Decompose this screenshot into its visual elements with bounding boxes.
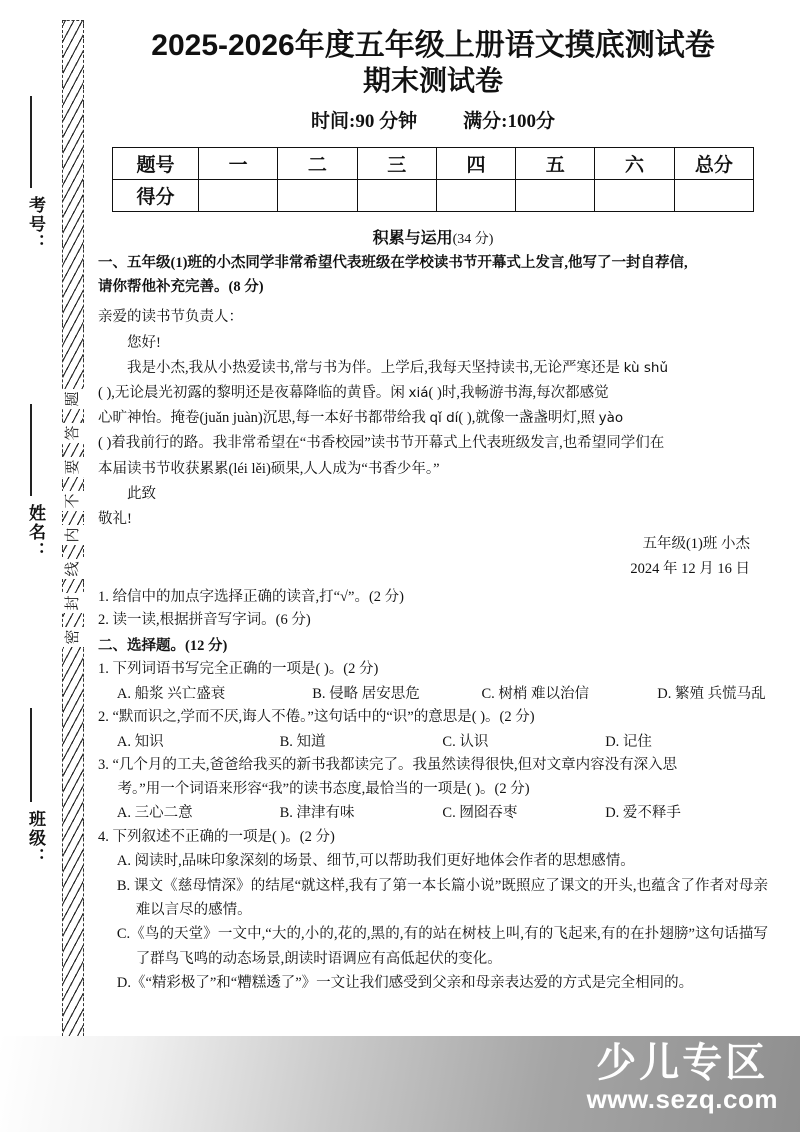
seal-notice-char-0: 密: [60, 627, 86, 647]
mc-question-2-stem: 2. “默而识之,学而不厌,诲人不倦。”这句话中的“识”的意思是( )。(2 分): [98, 709, 535, 726]
pinyin-xia: xiá: [408, 385, 429, 402]
mc-q1-option-b[interactable]: B. 侵略 居安思危: [312, 685, 420, 702]
section-heading-multiple-choice: 二、选择题。(12 分): [98, 637, 228, 654]
letter-body-text-3a: 心旷神怡。掩卷(juǎn juàn)沉思,每一本好书都带给我: [98, 410, 430, 427]
letter-body-text-2b: ( )时,我畅游书海,每次都感觉: [428, 385, 609, 402]
letter-body-line-4: ( )着我前行的路。我非常希望在“书香校园”读书节开幕式上代表班级发言,也希望同学们在: [98, 435, 665, 452]
mc-question-3-options: [98, 801, 768, 826]
field-label-class: 班级：: [26, 810, 45, 867]
score-cell-5[interactable]: [516, 180, 595, 212]
mc-question-1-options: [98, 682, 768, 707]
mc-question-4-stem: 4. 下列叙述不正确的一项是( )。(2 分): [98, 828, 335, 845]
section-heading-text: 积累与运用: [372, 230, 453, 248]
letter-body-line-2: [98, 381, 768, 406]
pinyin-qidi: qǐ dí: [429, 410, 459, 427]
score-table: [112, 147, 754, 212]
seal-notice-char-3: 内: [60, 525, 86, 545]
score-table-col-5: 五: [516, 148, 595, 180]
seal-notice-char-4: 不: [60, 491, 86, 511]
mc-q3-option-c[interactable]: C. 囫囵吞枣: [442, 805, 518, 822]
seal-notice-char-1: 封: [60, 593, 86, 613]
score-cell-3[interactable]: [357, 180, 436, 212]
watermark-content: [587, 1042, 778, 1115]
mc-q2-option-d[interactable]: D. 记住: [605, 733, 652, 750]
watermark-band: [0, 1036, 800, 1132]
time-limit-label: 时间:90 分钟: [311, 111, 418, 133]
table-row-scores: [113, 180, 754, 212]
score-cell-1[interactable]: [199, 180, 278, 212]
score-table-col-2: 二: [278, 148, 357, 180]
score-table-col-6: 六: [595, 148, 674, 180]
exam-paper: [98, 0, 768, 1132]
title-block: [98, 0, 768, 133]
mc-q1-option-d[interactable]: D. 繁殖 兵慌马乱: [657, 685, 766, 702]
letter-body-line-1: [98, 356, 768, 381]
field-rule-exam-number: [30, 96, 32, 188]
mc-q4-option-b[interactable]: B. 课文《慈母情深》的结尾“就这样,我有了第一本长篇小说”既照应了课文的开头,也蕴含了作者对母亲难以言尽的感情。: [116, 877, 768, 919]
letter-body-text-1a: 我是小杰,我从小热爱读书,常与书为伴。上学后,我每天坚持读书,无论严寒还是: [127, 359, 624, 376]
mc-q3-option-a[interactable]: A. 三心二意: [116, 805, 193, 822]
score-table-rowhead-score: 得分: [113, 180, 199, 212]
seal-notice-char-6: 答: [60, 423, 86, 443]
watermark-url: www.sezq.com: [586, 1084, 778, 1114]
score-table-col-4: 四: [436, 148, 515, 180]
mc-q4-option-c[interactable]: C.《鸟的天堂》一文中,“大的,小的,花的,黑的,有的站在树枝上叫,有的飞起来,有的在扑翅膀”这句话描写了群鸟飞鸣的动态场景,朗读时语调应有高低起伏的变化。: [116, 926, 768, 967]
seal-notice-char-7: 题: [60, 389, 86, 409]
section-heading-points: (34 分): [452, 232, 494, 248]
mc-q4-option-a[interactable]: A. 阅读时,品味印象深刻的场景、细节,可以帮助我们更好地体会作者的思想感情。: [116, 853, 635, 870]
mc-q2-option-a[interactable]: A. 知识: [116, 733, 164, 750]
letter-body-line-3: [98, 406, 768, 431]
mc-q1-option-a[interactable]: A. 船浆 兴亡盛衰: [116, 685, 226, 702]
mc-question-2-options: [98, 730, 768, 755]
score-cell-total[interactable]: [674, 180, 753, 212]
field-rule-name: [30, 404, 32, 496]
letter-closing: 此致: [127, 485, 156, 502]
mc-question-1-stem: 1. 下列词语书写完全正确的一项是( )。(2 分): [98, 661, 379, 678]
score-cell-2[interactable]: [278, 180, 357, 212]
letter-body-text-2a: ( ),无论晨光初露的黎明还是夜幕降临的黄昏。闲: [98, 385, 409, 402]
letter-body-text-3b: ( ),就像一盏盏明灯,照: [458, 410, 599, 427]
letter-salute: 敬礼!: [98, 511, 132, 528]
score-table-rowhead-question: 题号: [113, 148, 199, 180]
section-heading-accumulation: [98, 225, 768, 248]
score-cell-6[interactable]: [595, 180, 674, 212]
mc-q1-option-c[interactable]: C. 树梢 难以治信: [481, 685, 590, 702]
score-cell-4[interactable]: [436, 180, 515, 212]
exam-meta: [98, 106, 768, 133]
table-row-question-numbers: [113, 148, 754, 180]
mc-q2-option-c[interactable]: C. 认识: [442, 733, 489, 750]
watermark-brand: 少儿专区: [596, 1041, 769, 1085]
score-table-col-total: 总分: [674, 148, 753, 180]
sub-question-1: 1. 给信中的加点字选择正确的读音,打“√”。(2 分): [98, 588, 404, 605]
letter-salutation: 亲爱的读书节负责人：: [98, 309, 243, 326]
sub-question-2: 2. 读一读,根据拼音写字词。(6 分): [98, 612, 311, 629]
mc-q4-option-d[interactable]: D.《“精彩极了”和“糟糕透了”》一文让我们感受到父亲和母亲表达爱的方式是完全相同的。: [116, 975, 694, 992]
question-1-prompt-line1: 一、五年级(1)班的小杰同学非常希望代表班级在学校读书节开幕式上发言,他写了一封自荐信,: [98, 255, 688, 272]
letter-greeting: 您好!: [127, 334, 161, 351]
full-score-label: 满分:100分: [463, 111, 555, 133]
pinyin-kushu: kù shǔ: [623, 359, 669, 376]
pinyin-yao: yào: [598, 410, 624, 427]
letter-body-line-5: 本届读书节收获累累(léi lěi)硕果,人人成为“书香少年。”: [98, 460, 440, 477]
field-rule-class: [30, 708, 32, 802]
mc-q3-option-d[interactable]: D. 爱不释手: [605, 805, 681, 822]
letter-signature-class: 五年级(1)班 小杰: [642, 536, 750, 553]
mc-question-3-stem-line2: 考。”用一个词语来形容“我”的读书态度,最恰当的一项是( )。(2 分): [117, 780, 530, 797]
mc-q2-option-b[interactable]: B. 知道: [279, 733, 326, 750]
seal-notice-char-5: 要: [60, 457, 86, 477]
mc-q3-option-b[interactable]: B. 津津有味: [279, 805, 355, 822]
field-label-name: 姓名：: [26, 504, 45, 561]
page-title: 2025-2026年度五年级上册语文摸底测试卷: [151, 29, 715, 62]
score-table-col-1: 一: [199, 148, 278, 180]
page-subtitle: 期末测试卷: [362, 65, 503, 97]
sealed-line-strip: [62, 20, 84, 1076]
question-1-prompt-line2: 请你帮他补充完善。(8 分): [98, 278, 264, 295]
letter-signature-date: 2024 年 12 月 16 日: [630, 560, 750, 577]
mc-question-3-stem-line1: 3. “几个月的工夫,爸爸给我买的新书我都读完了。我虽然读得很快,但对文章内容没有深入思: [98, 757, 678, 774]
field-label-exam-number: 考号：: [26, 196, 45, 253]
score-table-col-3: 三: [357, 148, 436, 180]
seal-notice-char-2: 线: [60, 559, 86, 579]
